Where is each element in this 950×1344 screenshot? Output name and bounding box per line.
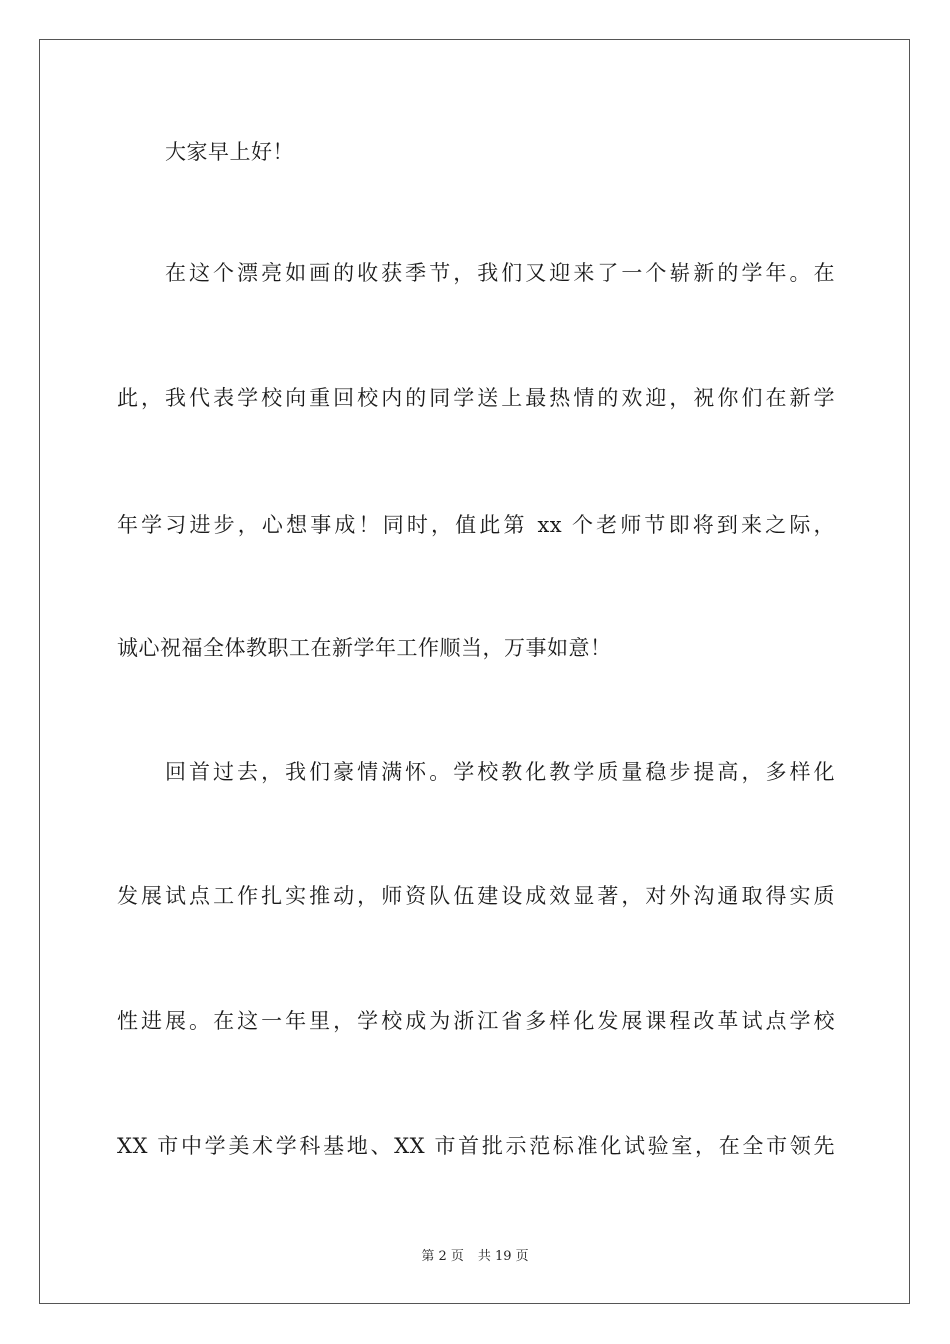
- page-border: [39, 39, 910, 1304]
- text-line: 回首过去，我们豪情满怀。学校教化教学质量稳步提高，多样化: [165, 760, 835, 784]
- text-line: 发展试点工作扎实推动，师资队伍建设成效显著，对外沟通取得实质: [117, 884, 835, 908]
- text-line: 诚心祝福全体教职工在新学年工作顺当，万事如意！: [117, 636, 612, 660]
- text-line: XX 市中学美术学科基地、XX 市首批示范标准化试验室，在全市领先: [117, 1134, 835, 1158]
- text-line-greeting: 大家早上好！: [165, 140, 294, 164]
- text-line: 在这个漂亮如画的收获季节，我们又迎来了一个崭新的学年。在: [165, 261, 835, 285]
- page-number-total: 共 19 页: [477, 1249, 529, 1264]
- text-line: 性进展。在这一年里，学校成为浙江省多样化发展课程改革试点学校: [117, 1009, 835, 1033]
- page-footer: [0, 1248, 950, 1266]
- page-number-current: 第 2 页: [421, 1249, 464, 1264]
- text-line: 年学习进步，心想事成！同时，值此第 xx 个老师节即将到来之际，: [117, 513, 835, 537]
- text-line: 此，我代表学校向重回校内的同学送上最热情的欢迎，祝你们在新学: [117, 386, 835, 410]
